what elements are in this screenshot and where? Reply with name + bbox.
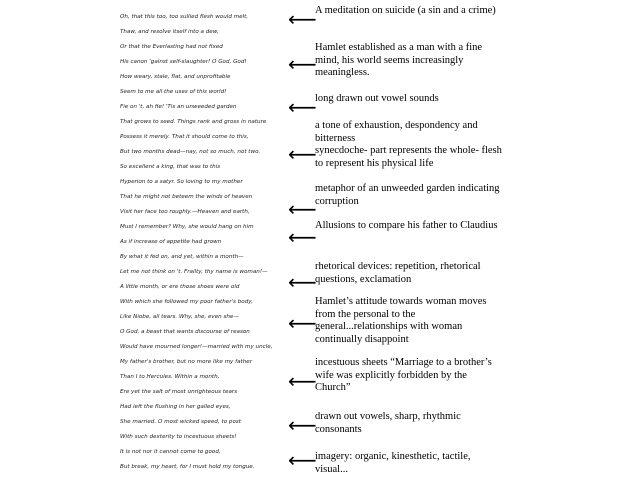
poem-line-26: Ere yet the salt of most unrighteous tears (120, 389, 238, 395)
poem-line-17: By what it fed on, and yet, within a month— (120, 254, 244, 260)
poem-line-19: A little month, or ere those shoes were old (120, 284, 240, 290)
left-arrow-icon: ⟵ (288, 52, 317, 76)
poem-line-3: Or that the Everlasting had not fixed (120, 44, 223, 50)
left-arrow-icon: ⟵ (288, 142, 317, 166)
poem-line-10: But two months dead—nay, not so much, not two. (120, 149, 261, 155)
annotation-tone: a tone of exhaustion, despondency and bitterness (315, 120, 478, 144)
poem-line-12: Hyperion to a satyr. So loving to my mother (120, 179, 243, 185)
poem-line-24: My father's brother, but no more like my father (120, 359, 253, 365)
poem-line-1: Oh, that this too, too sullied flesh would melt, (120, 14, 249, 20)
poem-line-16: As if increase of appetite had grown (120, 239, 222, 245)
poem-line-4: His canon 'gainst self-slaughter! O God, God! (120, 59, 247, 65)
left-arrow-icon: ⟵ (288, 413, 317, 437)
poem-line-5: How weary, stale, flat, and unprofitable (120, 74, 231, 80)
poem-line-2: Thaw, and resolve itself into a dew, (120, 29, 219, 35)
poem-line-21: Like Niobe, all tears. Why, she, even she— (120, 314, 239, 320)
annotation-fine-mind: Hamlet established as a man with a fine mind, his world seems increasingly meaningless. (315, 42, 483, 78)
annotation-allusions: Allusions to compare his father to Claudius (315, 220, 498, 231)
annotation-attitude-women: Hamlet’s attitude towards woman moves from the personal to the general...relationships with woman continually disappoint (315, 296, 487, 345)
annotation-incestuous: incestuous sheets “Marriage to a brother’s wife was explicitly forbidden by the Church” (315, 357, 492, 393)
poem-line-31: But break, my heart, for I must hold my tongue. (120, 464, 255, 470)
poem-line-30: It is not nor it cannot come to good, (120, 449, 221, 455)
left-arrow-icon: ⟵ (288, 448, 317, 472)
left-arrow-icon: ⟵ (288, 197, 317, 221)
poem-line-14: Visit her face too roughly.—Heaven and earth, (120, 209, 250, 215)
left-arrow-icon: ⟵ (288, 225, 317, 249)
poem-line-13: That he might not beteem the winds of heaven (120, 194, 253, 200)
poem-line-27: Had left the flushing in her galled eyes, (120, 404, 231, 410)
annotation-unweeded-garden: metaphor of an unweeded garden indicating corruption (315, 183, 500, 207)
poem-line-18: Let me not think on 't. Frailty, thy name is woman!— (120, 269, 268, 275)
left-arrow-icon: ⟵ (288, 311, 317, 335)
left-arrow-icon: ⟵ (288, 369, 317, 393)
poem-line-23: Would have mourned longer!—married with my uncle, (120, 344, 273, 350)
poem-line-25: Than I to Hercules. Within a month, (120, 374, 220, 380)
poem-line-28: She married. O most wicked speed, to post (120, 419, 241, 425)
poem-line-15: Must I remember? Why, she would hang on him (120, 224, 254, 230)
poem-line-7: Fie on 't, ah fie! 'Tis an unweeded garden (120, 104, 237, 110)
left-arrow-icon: ⟵ (288, 7, 317, 31)
poem-line-20: With which she followed my poor father's body, (120, 299, 253, 305)
poem-line-8: That grows to seed. Things rank and gross in nature (120, 119, 267, 125)
annotation-synecdoche: synecdoche- part represents the whole- flesh to represent his physical life (315, 145, 502, 169)
annotation-rhetorical: rhetorical devices: repetition, rhetorical questions, exclamation (315, 261, 481, 285)
poem-line-11: So excellent a king, that was to this (120, 164, 221, 170)
annotation-drawn-vowels: drawn out vowels, sharp, rhythmic consonants (315, 411, 461, 435)
left-arrow-icon: ⟵ (288, 95, 317, 119)
annotation-suicide: A meditation on suicide (a sin and a crime) (315, 5, 496, 16)
poem-line-6: Seem to me all the uses of this world! (120, 89, 227, 95)
poem-line-22: O God, a beast that wants discourse of reason (120, 329, 250, 335)
left-arrow-icon: ⟵ (288, 270, 317, 294)
poem-line-29: With such dexterity to incestuous sheets! (120, 434, 237, 440)
annotation-imagery: imagery: organic, kinesthetic, tactile, visual... (315, 451, 471, 475)
poem-line-9: Possess it merely. That it should come to this, (120, 134, 249, 140)
annotation-vowel-sounds: long drawn out vowel sounds (315, 93, 439, 104)
